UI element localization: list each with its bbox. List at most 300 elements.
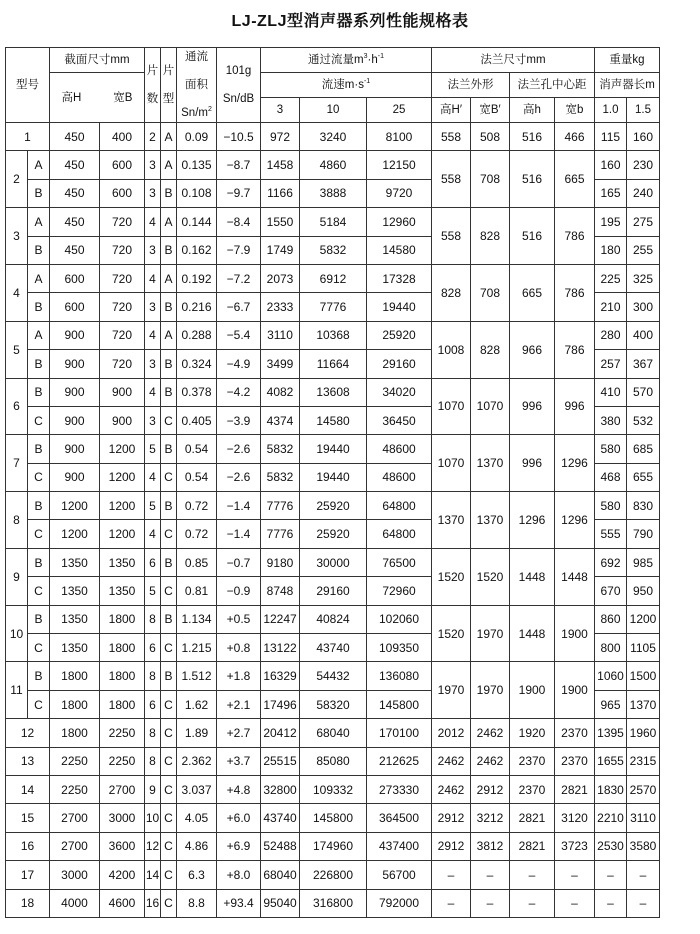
flange-outer-h-cell: 828 [432,264,471,321]
flange-hole-b-cell: 786 [555,208,595,265]
height-cell: 900 [50,321,100,349]
width-cell: 720 [100,264,145,292]
flow-25-cell: 72960 [367,577,432,605]
header-speed-3: 3 [261,98,300,123]
model-cell: 14 [6,775,50,803]
flange-outer-h-cell: 1970 [432,662,471,719]
model-cell: 18 [6,889,50,917]
flange-hole-h-cell: 1296 [510,492,555,549]
table-row [6,321,660,349]
weight-1m-cell: 2530 [595,832,627,860]
model-cell: 11 [6,662,28,719]
flow-25-cell: 34020 [367,378,432,406]
table-row [6,889,660,917]
log-cell: −10.5 [217,123,261,151]
model-variant-cell: B [28,378,50,406]
flow-10-cell: 85080 [300,747,367,775]
type-cell: B [161,435,177,463]
area-cell: 0.09 [177,123,217,151]
height-cell: 900 [50,378,100,406]
type-cell: C [161,719,177,747]
log-cell: −7.9 [217,236,261,264]
flow-3-cell: 1166 [261,179,300,207]
type-cell: B [161,179,177,207]
flange-outer-b-cell: 1370 [471,492,510,549]
flange-hole-h-cell: – [510,861,555,889]
flange-hole-b-cell: 1296 [555,435,595,492]
height-cell: 450 [50,236,100,264]
log-cell: +3.7 [217,747,261,775]
pieces-cell: 16 [145,889,161,917]
pieces-cell: 3 [145,151,161,179]
weight-1m-cell: 1060 [595,662,627,690]
type-cell: B [161,378,177,406]
area-cell: 0.135 [177,151,217,179]
header-flange: 法兰尺寸mm [432,48,595,73]
flange-hole-h-cell: 1448 [510,548,555,605]
weight-1m-cell: 165 [595,179,627,207]
pieces-cell: 12 [145,832,161,860]
height-cell: 2250 [50,747,100,775]
flange-hole-h-cell: 516 [510,151,555,208]
flange-outer-b-cell: 1970 [471,605,510,662]
height-cell: 1800 [50,719,100,747]
width-cell: 400 [100,123,145,151]
width-cell: 900 [100,378,145,406]
flange-hole-b-cell: 3120 [555,804,595,832]
table-row [6,747,660,775]
flow-25-cell: 437400 [367,832,432,860]
flange-outer-b-cell: 828 [471,208,510,265]
pieces-cell: 5 [145,435,161,463]
flange-hole-b-cell: 2370 [555,719,595,747]
flange-outer-b-cell: 1520 [471,548,510,605]
weight-1m-cell: 257 [595,350,627,378]
table-row [6,832,660,860]
pieces-cell: 5 [145,577,161,605]
flow-10-cell: 68040 [300,719,367,747]
log-cell: −2.6 [217,463,261,491]
flow-3-cell: 95040 [261,889,300,917]
area-cell: 0.192 [177,264,217,292]
flange-outer-h-cell: 2912 [432,804,471,832]
flow-3-cell: 1550 [261,208,300,236]
height-cell: 600 [50,264,100,292]
flange-outer-b-cell: 2462 [471,747,510,775]
model-variant-cell: B [28,350,50,378]
table-row [6,719,660,747]
header-length: 消声器长m [595,73,660,98]
flow-3-cell: 12247 [261,605,300,633]
flange-outer-b-cell: 708 [471,264,510,321]
pieces-cell: 4 [145,321,161,349]
flow-3-cell: 5832 [261,435,300,463]
type-cell: A [161,264,177,292]
flange-outer-h-cell: 2012 [432,719,471,747]
log-cell: +6.9 [217,832,261,860]
table-row [6,548,660,576]
flange-hole-b-cell: 3723 [555,832,595,860]
model-cell: 17 [6,861,50,889]
flange-outer-h-cell: – [432,889,471,917]
flow-25-cell: 48600 [367,463,432,491]
flow-25-cell: 14580 [367,236,432,264]
weight-1m-cell: 210 [595,293,627,321]
width-cell: 1350 [100,548,145,576]
height-cell: 4000 [50,889,100,917]
flange-hole-h-cell: 1448 [510,605,555,662]
width-cell: 600 [100,151,145,179]
flange-outer-b-cell: 1070 [471,378,510,435]
table-title: LJ-ZLJ型消声器系列性能规格表 [231,13,469,30]
flow-10-cell: 3888 [300,179,367,207]
flow-25-cell: 56700 [367,861,432,889]
flange-outer-b-cell: 508 [471,123,510,151]
weight-1-5m-cell: 655 [627,463,660,491]
width-cell: 3600 [100,832,145,860]
model-variant-cell: A [28,208,50,236]
log-cell: −7.2 [217,264,261,292]
type-cell: C [161,577,177,605]
type-cell: C [161,804,177,832]
flow-10-cell: 58320 [300,690,367,718]
header-flange-outer: 法兰外形 [432,73,510,98]
area-cell: 0.72 [177,492,217,520]
log-cell: −4.9 [217,350,261,378]
flow-25-cell: 36450 [367,406,432,434]
flow-10-cell: 25920 [300,492,367,520]
flow-25-cell: 364500 [367,804,432,832]
flow-3-cell: 972 [261,123,300,151]
type-cell: B [161,605,177,633]
area-cell: 0.144 [177,208,217,236]
model-cell: 5 [6,321,28,378]
flow-10-cell: 6912 [300,264,367,292]
weight-1-5m-cell: 160 [627,123,660,151]
log-cell: +2.7 [217,719,261,747]
width-cell: 1200 [100,435,145,463]
type-cell: C [161,747,177,775]
type-cell: C [161,861,177,889]
height-cell: 450 [50,179,100,207]
flange-outer-b-cell: 2462 [471,719,510,747]
header-speed-10: 10 [300,98,367,123]
weight-1-5m-cell: 950 [627,577,660,605]
area-cell: 0.108 [177,179,217,207]
flow-25-cell: 76500 [367,548,432,576]
flow-3-cell: 7776 [261,520,300,548]
type-cell: A [161,123,177,151]
log-cell: −2.6 [217,435,261,463]
flange-outer-b-cell: 2912 [471,775,510,803]
flange-outer-b-cell: – [471,861,510,889]
weight-1m-cell: 468 [595,463,627,491]
model-variant-cell: C [28,690,50,718]
height-cell: 900 [50,350,100,378]
flow-25-cell: 19440 [367,293,432,321]
flange-hole-h-cell: 2370 [510,747,555,775]
pieces-cell: 6 [145,690,161,718]
weight-1-5m-cell: 230 [627,151,660,179]
width-cell: 1800 [100,662,145,690]
log-cell: −9.7 [217,179,261,207]
flow-25-cell: 64800 [367,520,432,548]
flow-3-cell: 2333 [261,293,300,321]
area-cell: 0.378 [177,378,217,406]
weight-1-5m-cell: 2570 [627,775,660,803]
model-cell: 16 [6,832,50,860]
flow-10-cell: 109332 [300,775,367,803]
model-cell: 15 [6,804,50,832]
table-row [6,605,660,633]
flange-outer-h-cell: 2462 [432,747,471,775]
flange-hole-b-cell: 996 [555,378,595,435]
weight-1m-cell: 692 [595,548,627,576]
weight-1m-cell: 800 [595,634,627,662]
flow-10-cell: 226800 [300,861,367,889]
pieces-cell: 14 [145,861,161,889]
area-cell: 1.215 [177,634,217,662]
weight-1-5m-cell: 3110 [627,804,660,832]
width-cell: 720 [100,208,145,236]
area-cell: 0.72 [177,520,217,548]
flow-25-cell: 136080 [367,662,432,690]
flow-10-cell: 3240 [300,123,367,151]
weight-1m-cell: 280 [595,321,627,349]
flange-outer-b-cell: 1370 [471,435,510,492]
flange-hole-h-cell: 516 [510,123,555,151]
model-variant-cell: B [28,548,50,576]
model-variant-cell: B [28,435,50,463]
type-cell: A [161,321,177,349]
height-cell: 900 [50,435,100,463]
header-length-1: 1.0 [595,98,627,123]
model-cell: 13 [6,747,50,775]
model-cell: 4 [6,264,28,321]
weight-1m-cell: 860 [595,605,627,633]
flow-10-cell: 7776 [300,293,367,321]
model-cell: 9 [6,548,28,605]
width-cell: 2250 [100,747,145,775]
weight-1m-cell: 410 [595,378,627,406]
type-cell: B [161,236,177,264]
height-cell: 1800 [50,690,100,718]
log-cell: +2.1 [217,690,261,718]
flange-hole-h-cell: 996 [510,435,555,492]
width-cell: 1800 [100,690,145,718]
flow-10-cell: 19440 [300,463,367,491]
flange-hole-b-cell: 1448 [555,548,595,605]
flange-hole-b-cell: – [555,861,595,889]
flange-hole-b-cell: 665 [555,151,595,208]
flow-10-cell: 145800 [300,804,367,832]
type-cell: C [161,634,177,662]
pieces-cell: 8 [145,662,161,690]
flow-10-cell: 43740 [300,634,367,662]
flow-10-cell: 4860 [300,151,367,179]
flow-10-cell: 5184 [300,208,367,236]
flow-25-cell: 273330 [367,775,432,803]
width-cell: 2250 [100,719,145,747]
height-cell: 1350 [50,605,100,633]
flow-10-cell: 19440 [300,435,367,463]
weight-1m-cell: 1655 [595,747,627,775]
model-variant-cell: C [28,634,50,662]
model-variant-cell: B [28,492,50,520]
area-cell: 4.86 [177,832,217,860]
flow-3-cell: 13122 [261,634,300,662]
model-variant-cell: C [28,463,50,491]
flow-10-cell: 30000 [300,548,367,576]
pieces-cell: 4 [145,378,161,406]
weight-1m-cell: 580 [595,435,627,463]
header-flange-b: 宽B′ [471,98,510,123]
weight-1-5m-cell: – [627,889,660,917]
flange-outer-h-cell: 1520 [432,548,471,605]
pieces-cell: 10 [145,804,161,832]
model-variant-cell: C [28,520,50,548]
height-cell: 1200 [50,520,100,548]
type-cell: B [161,492,177,520]
flow-3-cell: 3499 [261,350,300,378]
type-cell: C [161,775,177,803]
header-section-dims: 高H 宽B [50,73,145,123]
pieces-cell: 8 [145,747,161,775]
flange-hole-h-cell: 2821 [510,804,555,832]
flow-10-cell: 174960 [300,832,367,860]
flange-hole-h-cell: 1900 [510,662,555,719]
flange-outer-h-cell: – [432,861,471,889]
flow-25-cell: 792000 [367,889,432,917]
weight-1m-cell: – [595,889,627,917]
flow-25-cell: 17328 [367,264,432,292]
weight-1-5m-cell: – [627,861,660,889]
pieces-cell: 3 [145,293,161,321]
table-row [6,804,660,832]
flow-25-cell: 102060 [367,605,432,633]
flow-3-cell: 20412 [261,719,300,747]
flange-hole-b-cell: 466 [555,123,595,151]
weight-1-5m-cell: 985 [627,548,660,576]
flow-3-cell: 1749 [261,236,300,264]
weight-1-5m-cell: 685 [627,435,660,463]
weight-1-5m-cell: 400 [627,321,660,349]
flow-10-cell: 29160 [300,577,367,605]
flow-3-cell: 32800 [261,775,300,803]
area-cell: 1.89 [177,719,217,747]
header-length-2: 1.5 [627,98,660,123]
table-row [6,492,660,520]
area-cell: 1.134 [177,605,217,633]
area-cell: 1.512 [177,662,217,690]
flow-3-cell: 43740 [261,804,300,832]
pieces-cell: 4 [145,520,161,548]
pieces-cell: 9 [145,775,161,803]
flow-3-cell: 1458 [261,151,300,179]
weight-1-5m-cell: 790 [627,520,660,548]
header-log: 101g Sn/dB [217,48,261,123]
pieces-cell: 3 [145,406,161,434]
flange-hole-b-cell: 2821 [555,775,595,803]
log-cell: −4.2 [217,378,261,406]
model-cell: 8 [6,492,28,549]
flange-hole-b-cell: 786 [555,264,595,321]
model-cell: 6 [6,378,28,435]
area-cell: 0.288 [177,321,217,349]
weight-1-5m-cell: 1200 [627,605,660,633]
header-flange-h: 高H′ [432,98,471,123]
weight-1m-cell: 2210 [595,804,627,832]
flow-3-cell: 4082 [261,378,300,406]
flange-hole-b-cell: – [555,889,595,917]
weight-1-5m-cell: 1960 [627,719,660,747]
flow-10-cell: 10368 [300,321,367,349]
model-variant-cell: A [28,264,50,292]
type-cell: C [161,889,177,917]
flow-3-cell: 2073 [261,264,300,292]
model-variant-cell: C [28,406,50,434]
height-cell: 900 [50,406,100,434]
area-cell: 0.162 [177,236,217,264]
area-cell: 1.62 [177,690,217,718]
flow-10-cell: 40824 [300,605,367,633]
type-cell: B [161,662,177,690]
flange-outer-b-cell: 3812 [471,832,510,860]
type-cell: A [161,208,177,236]
flow-3-cell: 68040 [261,861,300,889]
flange-outer-b-cell: 1970 [471,662,510,719]
width-cell: 900 [100,406,145,434]
flow-10-cell: 13608 [300,378,367,406]
pieces-cell: 4 [145,264,161,292]
width-cell: 720 [100,321,145,349]
type-cell: C [161,690,177,718]
header-flange-hole: 法兰孔中心距 [510,73,595,98]
area-cell: 0.54 [177,463,217,491]
flow-25-cell: 29160 [367,350,432,378]
weight-1m-cell: 180 [595,236,627,264]
area-cell: 4.05 [177,804,217,832]
flow-25-cell: 64800 [367,492,432,520]
table-row [6,662,660,690]
weight-1m-cell: 1395 [595,719,627,747]
area-cell: 0.85 [177,548,217,576]
flow-3-cell: 7776 [261,492,300,520]
pieces-cell: 4 [145,208,161,236]
model-variant-cell: B [28,662,50,690]
log-cell: −1.4 [217,520,261,548]
flange-outer-b-cell: 3212 [471,804,510,832]
header-model: 型号 [6,48,50,123]
area-cell: 0.81 [177,577,217,605]
flange-hole-h-cell: 2370 [510,775,555,803]
width-cell: 1350 [100,577,145,605]
weight-1m-cell: 380 [595,406,627,434]
flange-outer-h-cell: 2912 [432,832,471,860]
model-cell: 7 [6,435,28,492]
model-cell: 1 [6,123,50,151]
flange-outer-h-cell: 1070 [432,435,471,492]
log-cell: +6.0 [217,804,261,832]
flange-outer-b-cell: – [471,889,510,917]
log-cell: −6.7 [217,293,261,321]
pieces-cell: 6 [145,634,161,662]
flow-3-cell: 8748 [261,577,300,605]
width-cell: 1200 [100,492,145,520]
width-cell: 2700 [100,775,145,803]
header-hole-h: 高h [510,98,555,123]
pieces-cell: 5 [145,492,161,520]
